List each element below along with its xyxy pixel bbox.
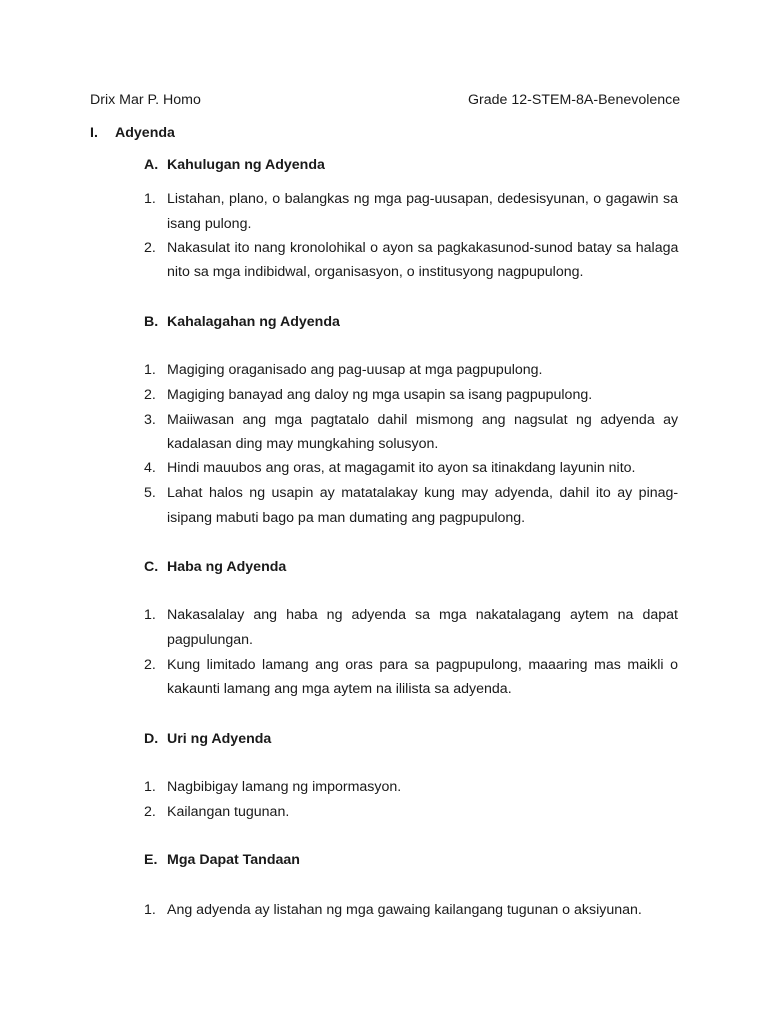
list-item-line: Nagbibigay lamang ng impormasyon. [167, 779, 402, 795]
list-item-line: Maiiwasan ang mga pagtatalo dahil mismong ang nagsulat ng adyenda ay [167, 412, 679, 428]
subsection-e-title: Mga Dapat Tandaan [167, 852, 300, 868]
list-item-number: 4. [144, 460, 156, 476]
subsection-d-title: Uri ng Adyenda [167, 731, 272, 747]
list-item-number: 2. [144, 387, 156, 403]
list-item-number: 1. [144, 607, 156, 623]
section-number: I. [90, 125, 98, 141]
section-title: Adyenda [115, 125, 175, 141]
list-item-number: 3. [144, 412, 156, 428]
subsection-a-title: Kahulugan ng Adyenda [167, 157, 325, 173]
list-item-number: 2. [144, 240, 156, 256]
list-item-line: Lahat halos ng usapin ay matatalakay kung may adyenda, dahil ito ay pinag- [167, 485, 679, 501]
list-item-number: 5. [144, 485, 156, 501]
subsection-c-title: Haba ng Adyenda [167, 559, 287, 575]
list-item-number: 1. [144, 902, 156, 918]
author-name: Drix Mar P. Homo [90, 92, 201, 108]
list-item-line: isang pulong. [167, 216, 252, 232]
list-item-line: Hindi mauubos ang oras, at magagamit ito ayon sa itinakdang layunin nito. [167, 460, 636, 476]
list-item-line: nito sa mga indibidwal, organisasyon, o institusyong nagpupulong. [167, 264, 584, 280]
grade-section: Grade 12-STEM-8A-Benevolence [468, 92, 681, 108]
subsection-e-letter: E. [144, 852, 158, 868]
list-item-line: Magiging banayad ang daloy ng mga usapin sa isang pagpupulong. [167, 387, 593, 403]
list-item-line: Ang adyenda ay listahan ng mga gawaing kailangang tugunan o aksiyunan. [167, 902, 642, 918]
list-item-line: pagpulungan. [167, 632, 253, 648]
list-item-line: Nakasalalay ang haba ng adyenda sa mga nakatalagang aytem na dapat [167, 607, 678, 623]
list-item-line: Kung limitado lamang ang oras para sa pagpupulong, maaaring mas maikli o [167, 657, 678, 673]
subsection-b-letter: B. [144, 314, 159, 330]
list-item-number: 1. [144, 362, 156, 378]
subsection-d-letter: D. [144, 731, 159, 747]
list-item-line: Magiging oraganisado ang pag-uusap at mga pagpupulong. [167, 362, 543, 378]
list-item-number: 1. [144, 191, 156, 207]
list-item-number: 2. [144, 657, 156, 673]
subsection-a-letter: A. [144, 157, 159, 173]
subsection-c-letter: C. [144, 559, 159, 575]
list-item-line: Kailangan tugunan. [167, 804, 290, 820]
list-item-number: 2. [144, 804, 156, 820]
subsection-b-title: Kahalagahan ng Adyenda [167, 314, 340, 330]
list-item-line: Nakasulat ito nang kronolohikal o ayon sa pagkakasunod-sunod batay sa halaga [167, 240, 679, 256]
list-item-number: 1. [144, 779, 156, 795]
list-item-line: kadalasan ding may mungkahing solusyon. [167, 436, 439, 452]
list-item-line: Listahan, plano, o balangkas ng mga pag-uusapan, dedesisyunan, o gagawin sa [167, 191, 678, 207]
list-item-line: kakaunti lamang ang mga aytem na ililista sa adyenda. [167, 681, 512, 697]
list-item-line: isipang mabuti bago pa man dumating ang pagpupulong. [167, 510, 526, 526]
